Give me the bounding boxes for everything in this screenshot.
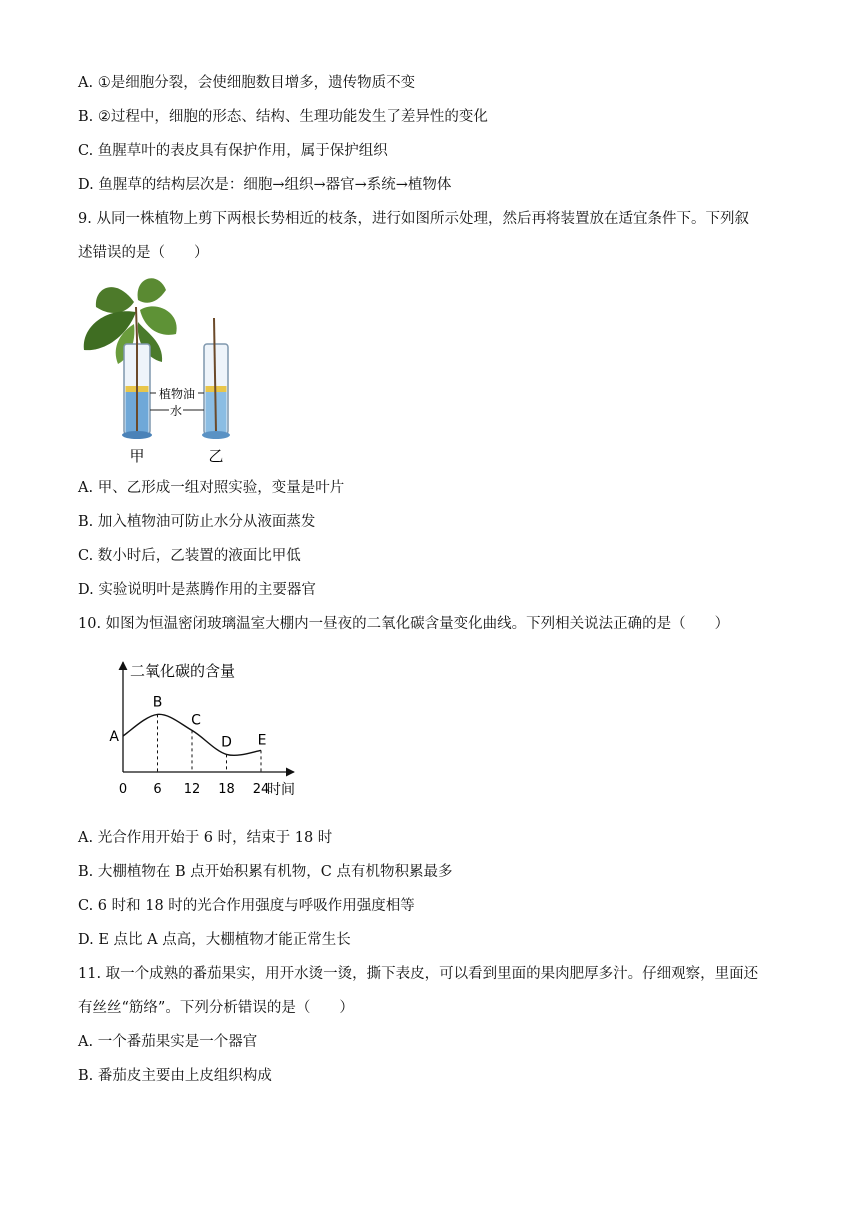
q10-option-a: A. 光合作用开始于 6 时，结束于 18 时 — [78, 830, 333, 846]
q10-option-d: D. E 点比 A 点高，大棚植物才能正常生长 — [78, 932, 351, 948]
test-tube-jia — [122, 342, 152, 439]
q9-option-d: D. 实验说明叶是蒸腾作用的主要器官 — [78, 582, 316, 598]
x-tick-label: 0 — [118, 782, 128, 797]
label-water: 水 — [169, 404, 183, 418]
label-yi: 乙 — [208, 447, 224, 465]
point-label-a: A — [109, 729, 119, 745]
q9-option-c: C. 数小时后，乙装置的液面比甲低 — [78, 548, 301, 564]
q9-option-a: A. 甲、乙形成一组对照实验，变量是叶片 — [78, 480, 345, 496]
test-tube-yi — [202, 318, 230, 439]
q9-figure — [76, 272, 266, 472]
point-label-c: C — [191, 712, 201, 729]
q8-option-c: C. 鱼腥草叶的表皮具有保护作用，属于保护组织 — [78, 143, 388, 159]
q11-option-b: B. 番茄皮主要由上皮组织构成 — [78, 1068, 272, 1084]
q11-stem-line2: 有丝丝“筋络”。下列分析错误的是（ ） — [78, 1000, 354, 1016]
q9-option-b: B. 加入植物油可防止水分从液面蒸发 — [78, 514, 316, 530]
q11-stem-line1: 11. 取一个成熟的番茄果实，用开水烫一烫，撕下表皮，可以看到里面的果肉肥厚多汁。仔细观察，里面还 — [78, 966, 759, 982]
q10-stem: 10. 如图为恒温密闭玻璃温室大棚内一昼夜的二氧化碳含量变化曲线。下列相关说法正确的是（ ） — [78, 616, 730, 632]
point-label-e: E — [257, 732, 267, 749]
q10-option-b: B. 大棚植物在 B 点开始积累有机物，C 点有机物积累最多 — [78, 864, 453, 880]
point-label-d: D — [221, 734, 232, 751]
y-axis-label: 二氧化碳的含量 — [130, 662, 236, 680]
co2-chart — [100, 652, 320, 802]
x-tick-label: 24 — [252, 782, 270, 797]
label-jia: 甲 — [129, 447, 145, 465]
q8-option-b: B. ②过程中，细胞的形态、结构、生理功能发生了差异性的变化 — [78, 109, 488, 125]
point-label-b: B — [152, 694, 163, 711]
x-tick-label: 12 — [183, 782, 201, 797]
q10-option-c: C. 6 时和 18 时的光合作用强度与呼吸作用强度相等 — [78, 898, 415, 914]
q11-option-a: A. 一个番茄果实是一个器官 — [78, 1034, 258, 1050]
q8-option-d: D. 鱼腥草的结构层次是：细胞→组织→器官→系统→植物体 — [78, 177, 452, 193]
q9-stem-line2: 述错误的是（ ） — [78, 245, 209, 261]
label-oil: 植物油 — [158, 387, 196, 401]
q8-option-a: A. ①是细胞分裂，会使细胞数目增多，遗传物质不变 — [78, 75, 416, 91]
x-tick-label: 18 — [218, 782, 235, 797]
x-tick-label: 6 — [153, 782, 162, 797]
x-axis-label: 时间 — [267, 782, 295, 798]
q9-stem-line1: 9. 从同一株植物上剪下两根长势相近的枝条，进行如图所示处理，然后再将装置放在适宜条件下。下列叙 — [78, 211, 749, 227]
